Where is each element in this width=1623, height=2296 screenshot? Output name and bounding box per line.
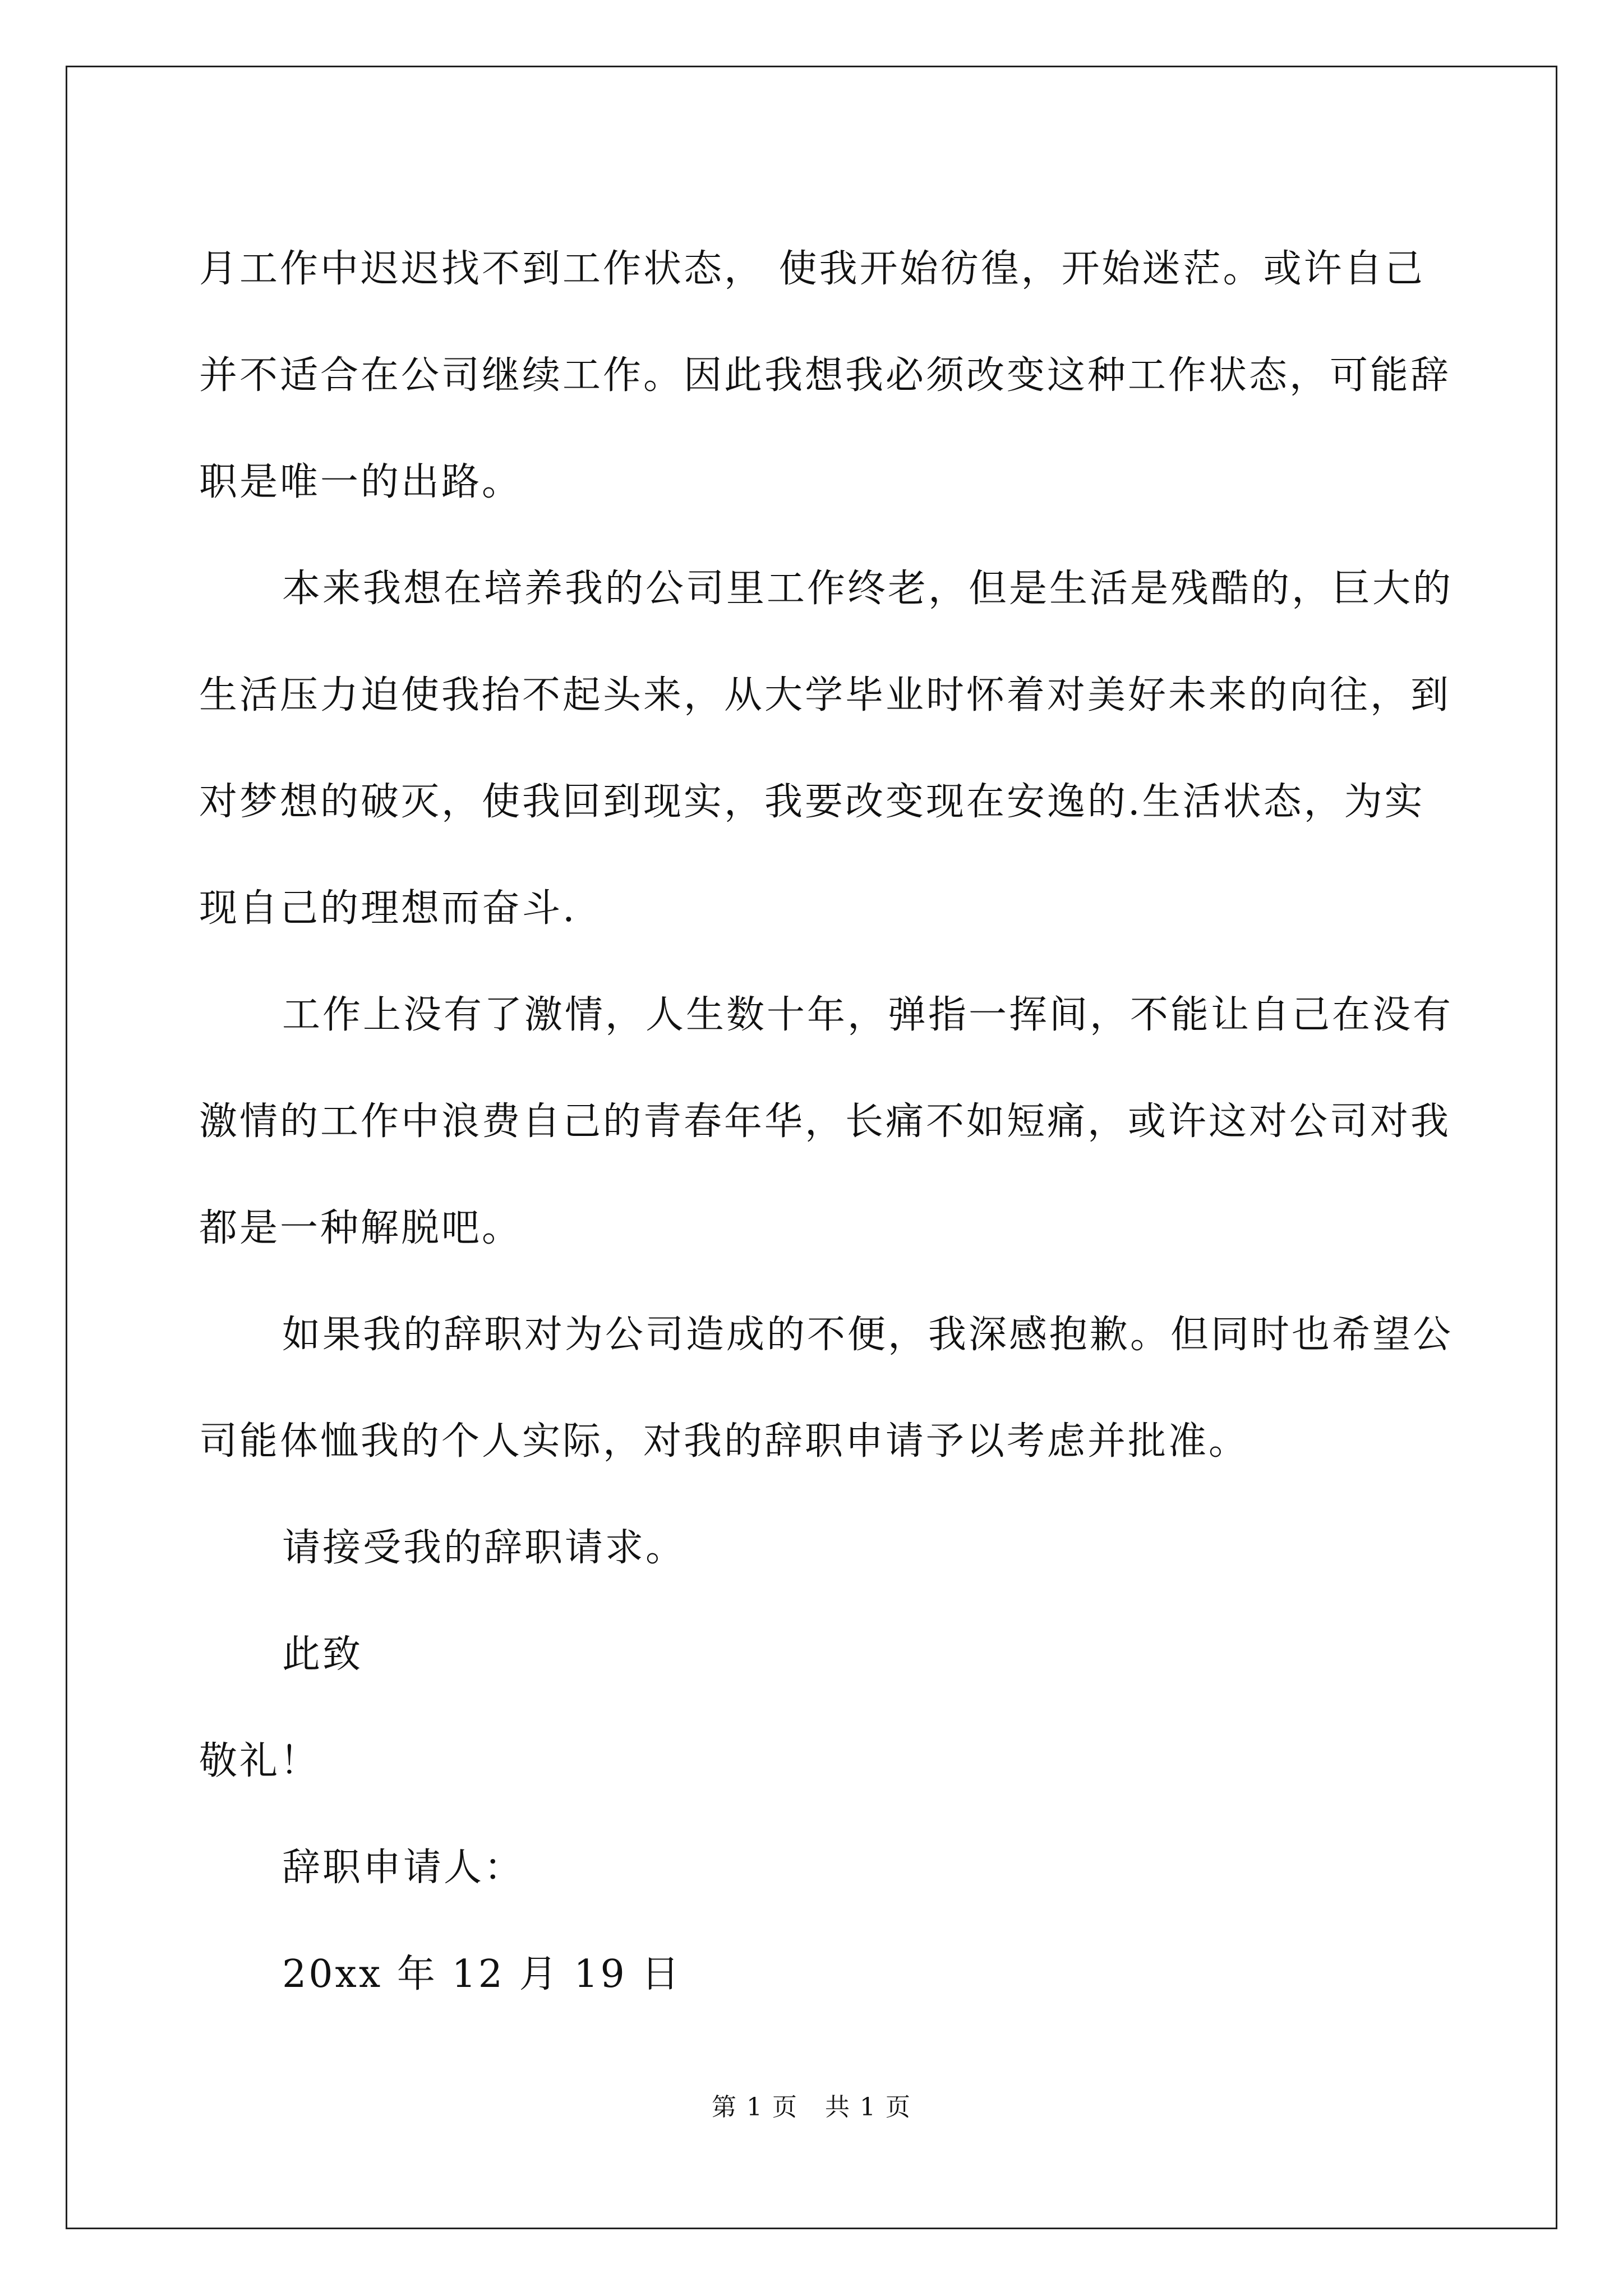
paragraph-3: 工作上没有了激情，人生数十年，弹指一挥间，不能让自己在没有激情的工作中浪费自己的青春年华，长痛不如短痛，或许这对公司对我都是一种解脱吧。	[199, 993, 1454, 1250]
letter-body	[199, 216, 1455, 2028]
paragraph-4: 如果我的辞职对为公司造成的不便，我深感抱歉。但同时也希望公司能体恤我的个人实际，对我的辞职申请予以考虑并批准。	[199, 1313, 1454, 1464]
page-footer: 第 1 页 共 1 页	[712, 2093, 911, 2122]
salutation-jing-li: 敬礼！	[199, 1739, 321, 1783]
paragraph-1: 月工作中迟迟找不到工作状态， 使我开始彷徨，开始迷茫。或许自己并不适合在公司继续工作。因此我想我必须改变这种工作状态，可能辞职是唯一的出路。	[199, 247, 1451, 504]
letter-date: 20xx 年 12 月 19 日	[282, 1952, 682, 1996]
applicant-label: 辞职申请人：	[282, 1846, 525, 1890]
salutation-ci-zhi: 此致	[282, 1632, 363, 1677]
paragraph-2: 本来我想在培养我的公司里工作终老，但是生活是残酷的，巨大的生活压力迫使我抬不起头来，从大学毕业时怀着对美好未来的向往，到对梦想的破灭，使我回到现实，我要改变现在安逸的.生活状态，为实现自己的理想而奋斗.	[199, 567, 1454, 931]
closing-request: 请接受我的辞职请求。	[282, 1526, 686, 1570]
